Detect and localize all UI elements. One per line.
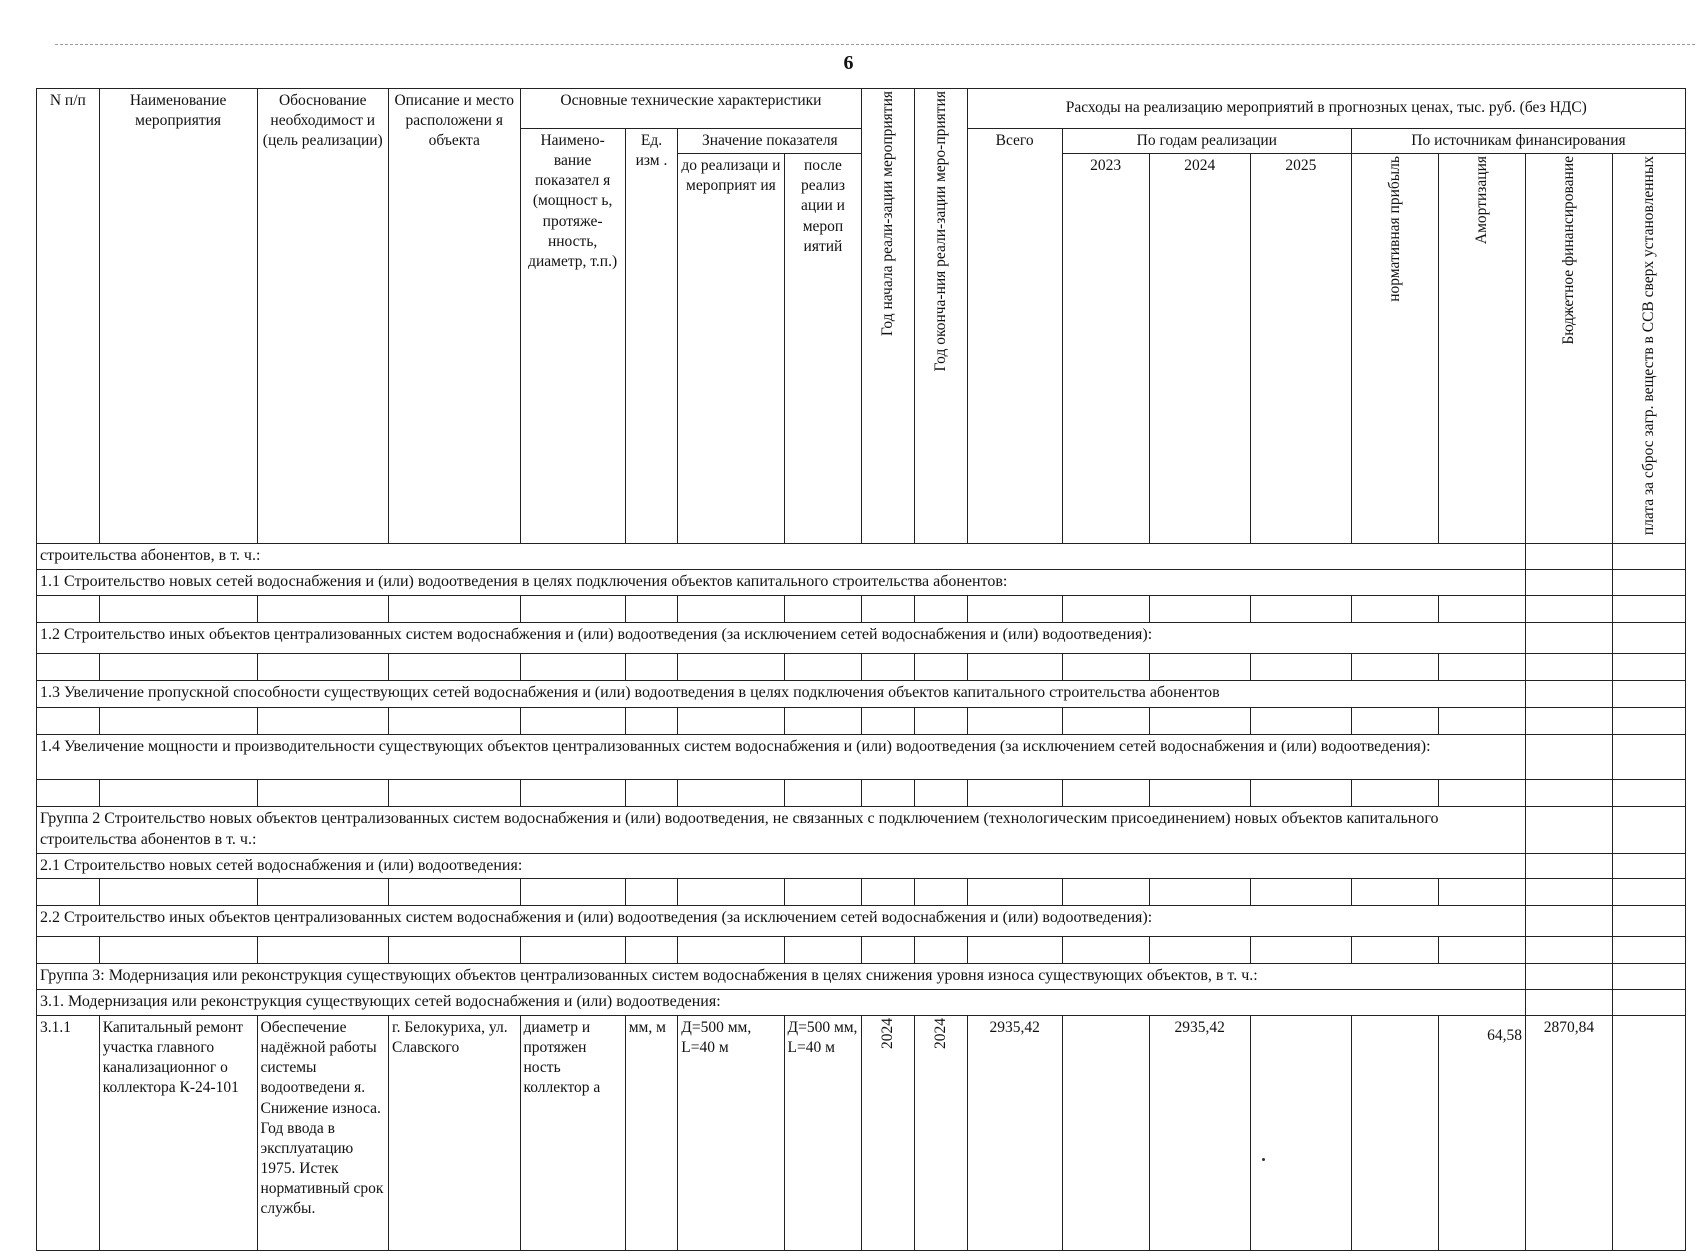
col-header-justification: Обоснование необходимост и (цель реализации) bbox=[257, 89, 389, 544]
col-header-profit bbox=[1351, 154, 1438, 544]
col-header-value-before: до реализаци и мероприят ия bbox=[678, 154, 784, 544]
col-header-expenses: Расходы на реализацию мероприятий в прогнозных ценах, тыс. руб. (без НДС) bbox=[967, 89, 1685, 129]
section-row: 3.1. Модернизация или реконструкция существующих сетей водоснабжения и (или) водоотведения: bbox=[37, 990, 1526, 1016]
section-row: 2.2 Строительство иных объектов централизованных систем водоснабжения и (или) водоотведения (за исключением сетей водоснабжения и (или) водоотведения): bbox=[37, 906, 1526, 937]
col-header-name: Наименование мероприятия bbox=[99, 89, 257, 544]
section-row: 1.2 Строительство иных объектов централизованных систем водоснабжения и (или) водоотведения (за исключением сетей водоснабжения и (или) водоотведения): bbox=[37, 623, 1526, 654]
col-header-fee bbox=[1612, 154, 1685, 544]
fee-label: плата за сброс загр. веществ в ССВ сверх установленных bbox=[1640, 156, 1658, 536]
year-start-label: Год начала реали-зации мероприятия bbox=[879, 91, 897, 337]
cell-amortization: 64,58 bbox=[1438, 1016, 1525, 1251]
cell-location: г. Белокуриха, ул. Славского bbox=[389, 1016, 521, 1251]
col-header-year-2024: 2024 bbox=[1149, 154, 1250, 544]
col-header-year-2023: 2023 bbox=[1062, 154, 1149, 544]
empty-row bbox=[37, 879, 1686, 906]
year-start-value: 2024 bbox=[879, 1018, 897, 1050]
empty-row bbox=[37, 937, 1686, 964]
cell-name: Капитальный ремонт участка главного канализационног о коллектора К-24-101 bbox=[99, 1016, 257, 1251]
amortization-label: Амортизация bbox=[1473, 156, 1491, 245]
cell-num: 3.1.1 bbox=[37, 1016, 100, 1251]
section-row: 1.1 Строительство новых сетей водоснабжения и (или) водоотведения в целях подключения объектов капитального строительства абонентов: bbox=[37, 570, 1526, 596]
cell-year-start bbox=[862, 1016, 915, 1251]
cell-tech-name: диаметр и протяжен ность коллектор а bbox=[520, 1016, 625, 1251]
group-row: Группа 2 Строительство новых объектов централизованных систем водоснабжения и (или) водоотведения, не связанных с подключением (технологическим присоединением) новых объектов капитального строительства абонентов в т. ч.: bbox=[37, 807, 1526, 854]
col-header-by-years: По годам реализации bbox=[1062, 129, 1351, 154]
empty-row bbox=[37, 708, 1686, 735]
group-row: Группа 3: Модернизация или реконструкция существующих объектов централизованных систем водоснабжения в целях снижения уровня износа существующих объектов, в т. ч.: bbox=[37, 964, 1526, 990]
empty-row bbox=[37, 780, 1686, 807]
col-header-year-2025: 2025 bbox=[1250, 154, 1351, 544]
empty-row bbox=[37, 654, 1686, 681]
cell-total: 2935,42 bbox=[967, 1016, 1062, 1251]
cell-fee bbox=[1612, 1016, 1685, 1251]
cell-after: Д=500 мм, L=40 м bbox=[784, 1016, 862, 1251]
section-row: 1.4 Увеличение мощности и производительности существующих объектов централизованных систем водоснабжения и (или) водоотведения (за исключением сетей водоснабжения и (или) водоотведения): bbox=[37, 735, 1526, 780]
top-rule bbox=[55, 44, 1695, 45]
section-row: 1.3 Увеличение пропускной способности существующих сетей водоснабжения и (или) водоотведения в целях подключения объектов капитального строительства абонентов bbox=[37, 681, 1526, 708]
col-header-budget bbox=[1525, 154, 1612, 544]
cell-2025 bbox=[1250, 1016, 1351, 1251]
cell-unit: мм, м bbox=[625, 1016, 678, 1251]
year-end-label: Год оконча-ния реали-зации меро-приятия bbox=[931, 91, 949, 372]
col-header-by-sources: По источникам финансирования bbox=[1351, 129, 1685, 154]
section-row: 2.1 Строительство новых сетей водоснабжения и (или) водоотведения: bbox=[37, 853, 1526, 879]
col-header-value-group: Значение показателя bbox=[678, 129, 862, 154]
col-header-num: N п/п bbox=[37, 89, 100, 544]
cell-profit bbox=[1351, 1016, 1438, 1251]
cell-2024: 2935,42 bbox=[1149, 1016, 1250, 1251]
year-end-value: 2024 bbox=[931, 1018, 949, 1050]
scan-speck bbox=[1262, 1158, 1265, 1161]
col-header-tech-group: Основные технические характеристики bbox=[520, 89, 862, 129]
section-row: строительства абонентов, в т. ч.: bbox=[37, 544, 1526, 570]
empty-row bbox=[37, 596, 1686, 623]
table-row bbox=[37, 1016, 1686, 1251]
page-number: 6 bbox=[843, 52, 854, 74]
col-header-location: Описание и место расположени я объекта bbox=[389, 89, 521, 544]
investment-table bbox=[36, 88, 1686, 1251]
profit-label: нормативная прибыль bbox=[1386, 156, 1404, 302]
col-header-value-after: после реализ ации и мероп иятий bbox=[784, 154, 862, 544]
cell-before: Д=500 мм, L=40 м bbox=[678, 1016, 784, 1251]
cell-year-end bbox=[915, 1016, 968, 1251]
col-header-tech-name: Наимено-вание показател я (мощност ь, протяже-нность, диаметр, т.п.) bbox=[520, 129, 625, 544]
col-header-amortization bbox=[1438, 154, 1525, 544]
col-header-year-end bbox=[915, 89, 968, 544]
budget-label: Бюджетное финансирование bbox=[1560, 156, 1578, 345]
col-header-total: Всего bbox=[967, 129, 1062, 544]
col-header-unit: Ед. изм . bbox=[625, 129, 678, 544]
cell-2023 bbox=[1062, 1016, 1149, 1251]
cell-justification: Обеспечение надёжной работы системы водоотведени я. Снижение износа. Год ввода в эксплуатацию 1975. Истек нормативный срок службы. bbox=[257, 1016, 389, 1251]
cell-budget: 2870,84 bbox=[1525, 1016, 1612, 1251]
col-header-year-start bbox=[862, 89, 915, 544]
